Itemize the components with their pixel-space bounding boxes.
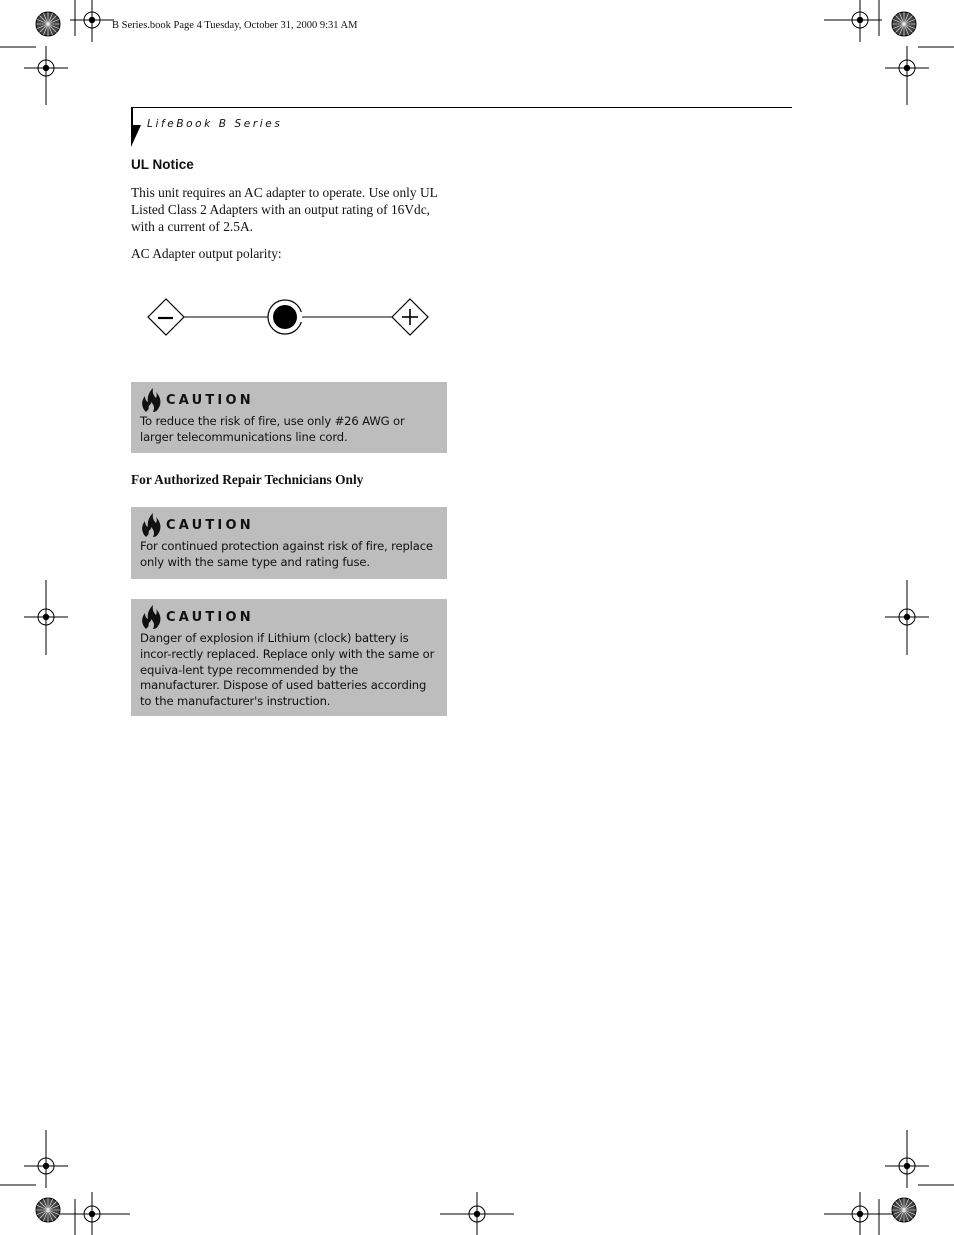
header-tab-mark bbox=[131, 107, 141, 147]
caution-label: CAUTION bbox=[166, 392, 254, 408]
caution-label: CAUTION bbox=[166, 517, 254, 533]
caution-text: To reduce the risk of fire, use only #26 AWG or larger telecommunications line cord. bbox=[140, 414, 405, 444]
ul-notice-paragraph: This unit requires an AC adapter to operate. Use only UL Listed Class 2 Adapters with an output rating of 16Vdc, with a current of 2.5A. bbox=[131, 185, 438, 234]
running-head: LifeBook B Series bbox=[147, 118, 283, 130]
caution-box-fire-line-cord bbox=[131, 382, 447, 453]
flame-icon bbox=[140, 513, 162, 537]
section-heading-ul-notice: UL Notice bbox=[131, 157, 194, 172]
print-slug: B Series.book Page 4 Tuesday, October 31, 2000 9:31 AM bbox=[112, 20, 358, 31]
flame-icon bbox=[140, 605, 162, 629]
caution-box-fuse bbox=[131, 507, 447, 579]
center-pin-icon bbox=[268, 300, 306, 334]
header-rule bbox=[131, 107, 792, 108]
section-heading-repair: For Authorized Repair Technicians Only bbox=[131, 472, 364, 487]
polarity-diagram bbox=[146, 294, 436, 340]
caution-text: Danger of explosion if Lithium (clock) battery is incor-rectly replaced. Replace only with the same or equiva-lent type recommended by the manufacturer. Dispose of used batteries according to the manufacturer's instruction. bbox=[140, 631, 435, 709]
polarity-label: AC Adapter output polarity: bbox=[131, 246, 282, 261]
caution-label: CAUTION bbox=[166, 609, 254, 625]
caution-box-battery bbox=[131, 599, 447, 716]
flame-icon bbox=[140, 388, 162, 412]
caution-text: For continued protection against risk of fire, replace only with the same type and rating fuse. bbox=[140, 539, 433, 569]
plus-diamond-icon bbox=[392, 299, 428, 335]
minus-diamond-icon bbox=[148, 299, 184, 335]
